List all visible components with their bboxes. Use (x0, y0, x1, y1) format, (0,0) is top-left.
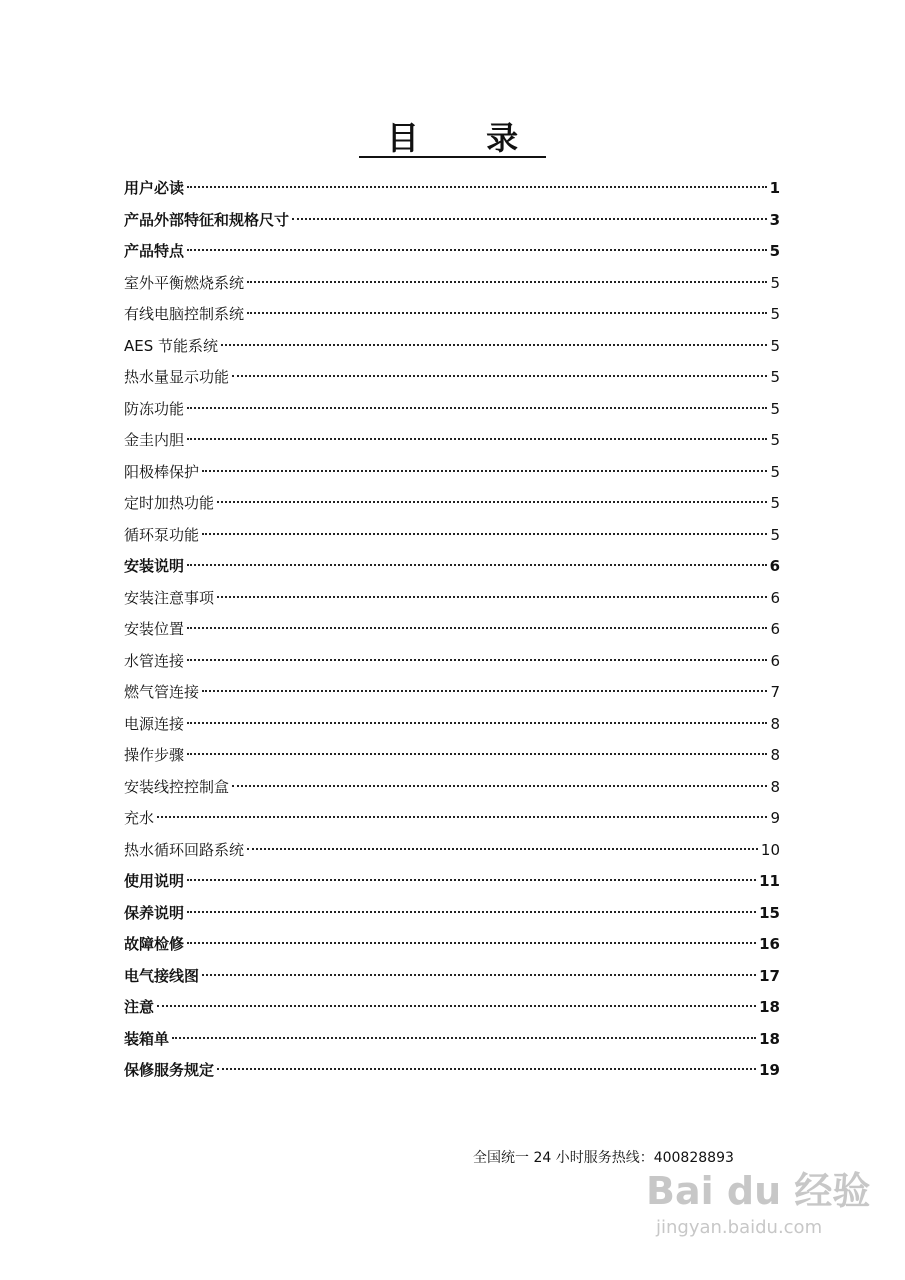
toc-entry[interactable] (124, 457, 780, 489)
toc-entry-label: 保养说明 (124, 903, 185, 922)
toc-entry-label: 产品特点 (124, 242, 185, 260)
toc-entry-page: 5 (770, 462, 780, 481)
toc-entry[interactable] (124, 614, 780, 646)
toc-entry-page: 5 (770, 273, 780, 292)
toc-leader-dots (202, 533, 767, 535)
watermark-brand: Bai du 经验 (646, 1169, 871, 1213)
toc-entry-page: 5 (769, 242, 780, 260)
toc-entry-label: 电气接线图 (124, 966, 200, 985)
toc-entry-page: 3 (769, 210, 780, 229)
toc-entry-label: 用户必读 (124, 179, 185, 197)
toc-entry[interactable] (124, 646, 780, 678)
toc-leader-dots (232, 375, 767, 377)
toc-entry-page: 18 (759, 1029, 780, 1048)
toc-entry-label: 装箱单 (124, 1029, 170, 1048)
table-of-contents (124, 173, 780, 1087)
toc-leader-dots (247, 848, 758, 850)
toc-entry[interactable] (124, 677, 780, 709)
toc-entry-label: 注意 (124, 998, 155, 1016)
toc-leader-dots (217, 501, 767, 503)
toc-entry-label: 安装位置 (124, 620, 185, 638)
toc-leader-dots (187, 438, 767, 440)
toc-entry[interactable] (124, 961, 780, 993)
toc-leader-dots (187, 564, 767, 566)
toc-entry[interactable] (124, 299, 780, 331)
toc-entry[interactable] (124, 929, 780, 961)
toc-entry[interactable] (124, 992, 780, 1024)
toc-entry[interactable] (124, 394, 780, 426)
toc-leader-dots (187, 942, 756, 944)
toc-entry-page: 18 (759, 998, 780, 1016)
toc-entry-page: 17 (759, 966, 780, 985)
toc-entry-page: 16 (759, 935, 780, 953)
toc-entry-label: AES 节能系统 (124, 336, 219, 355)
toc-leader-dots (187, 659, 767, 661)
baidu-jingyan-watermark (646, 1168, 871, 1248)
toc-entry-label: 安装线控控制盒 (124, 777, 230, 796)
toc-entry[interactable] (124, 362, 780, 394)
toc-entry-page: 8 (770, 746, 780, 764)
toc-entry[interactable] (124, 205, 780, 237)
toc-entry[interactable] (124, 866, 780, 898)
toc-entry-label: 操作步骤 (124, 746, 185, 764)
toc-entry-label: 安装注意事项 (124, 588, 215, 607)
toc-entry[interactable] (124, 803, 780, 835)
toc-leader-dots (202, 974, 756, 976)
toc-entry[interactable] (124, 236, 780, 268)
toc-entry-page: 5 (770, 525, 780, 544)
watermark-url: jingyan.baidu.com (656, 1217, 823, 1238)
toc-entry[interactable] (124, 425, 780, 457)
toc-entry-page: 5 (770, 431, 780, 449)
toc-entry-page: 8 (770, 777, 780, 796)
toc-entry-label: 产品外部特征和规格尺寸 (124, 210, 290, 229)
toc-leader-dots (187, 879, 756, 881)
toc-entry-page: 5 (770, 399, 780, 418)
toc-entry-label: 充水 (124, 809, 155, 827)
toc-entry-label: 水管连接 (124, 651, 185, 670)
toc-entry[interactable] (124, 772, 780, 804)
page-title-text: 目 录 (359, 120, 546, 158)
toc-leader-dots (187, 722, 767, 724)
toc-entry-label: 循环泵功能 (124, 525, 200, 544)
toc-entry-page: 5 (770, 305, 780, 323)
toc-leader-dots (172, 1037, 756, 1039)
toc-entry-label: 定时加热功能 (124, 494, 215, 512)
toc-entry-label: 阳极棒保护 (124, 462, 200, 481)
toc-leader-dots (247, 281, 767, 283)
toc-leader-dots (187, 911, 756, 913)
toc-entry[interactable] (124, 709, 780, 741)
toc-entry[interactable] (124, 331, 780, 363)
toc-entry[interactable] (124, 173, 780, 205)
toc-entry[interactable] (124, 268, 780, 300)
toc-leader-dots (217, 596, 767, 598)
toc-entry-page: 5 (770, 368, 780, 386)
toc-leader-dots (247, 312, 767, 314)
page-title (0, 118, 905, 158)
toc-leader-dots (187, 627, 767, 629)
toc-entry[interactable] (124, 488, 780, 520)
toc-entry-label: 防冻功能 (124, 399, 185, 418)
toc-entry-label: 有线电脑控制系统 (124, 305, 245, 323)
toc-leader-dots (292, 218, 767, 220)
toc-entry-page: 19 (759, 1061, 780, 1079)
toc-leader-dots (187, 186, 767, 188)
toc-entry-label: 室外平衡燃烧系统 (124, 273, 245, 292)
toc-leader-dots (202, 470, 767, 472)
toc-entry-label: 燃气管连接 (124, 683, 200, 701)
toc-entry-page: 6 (770, 588, 780, 607)
toc-entry-label: 热水循环回路系统 (124, 840, 245, 859)
toc-entry[interactable] (124, 1055, 780, 1087)
toc-entry[interactable] (124, 1024, 780, 1056)
toc-leader-dots (157, 816, 767, 818)
toc-entry-page: 10 (760, 840, 780, 859)
toc-entry-page: 8 (770, 714, 780, 733)
toc-leader-dots (221, 344, 767, 346)
toc-entry[interactable] (124, 740, 780, 772)
toc-entry-page: 1 (769, 179, 780, 197)
toc-entry-label: 金圭内胆 (124, 431, 185, 449)
toc-entry-page: 15 (759, 903, 780, 922)
toc-entry[interactable] (124, 520, 780, 552)
toc-entry-label: 使用说明 (124, 872, 185, 890)
toc-entry[interactable] (124, 835, 780, 867)
toc-entry-page: 11 (759, 872, 780, 890)
toc-entry-page: 7 (770, 683, 780, 701)
toc-entry-page: 6 (769, 557, 780, 575)
toc-entry-label: 热水量显示功能 (124, 368, 230, 386)
toc-leader-dots (232, 785, 767, 787)
toc-leader-dots (217, 1068, 756, 1070)
toc-entry-page: 5 (770, 336, 780, 355)
toc-entry-page: 6 (770, 620, 780, 638)
toc-leader-dots (157, 1005, 756, 1007)
toc-entry-page: 9 (770, 809, 780, 827)
toc-leader-dots (187, 407, 767, 409)
toc-leader-dots (187, 753, 767, 755)
toc-entry[interactable] (124, 583, 780, 615)
toc-leader-dots (187, 249, 767, 251)
toc-entry-label: 故障检修 (124, 935, 185, 953)
toc-entry-label: 保修服务规定 (124, 1061, 215, 1079)
service-hotline: 全国统一 24 小时服务热线：400828893 (473, 1150, 734, 1166)
toc-entry[interactable] (124, 898, 780, 930)
toc-entry-page: 6 (770, 651, 780, 670)
toc-entry-page: 5 (770, 494, 780, 512)
toc-leader-dots (202, 690, 767, 692)
toc-entry-label: 安装说明 (124, 557, 185, 575)
toc-entry[interactable] (124, 551, 780, 583)
toc-entry-label: 电源连接 (124, 714, 185, 733)
